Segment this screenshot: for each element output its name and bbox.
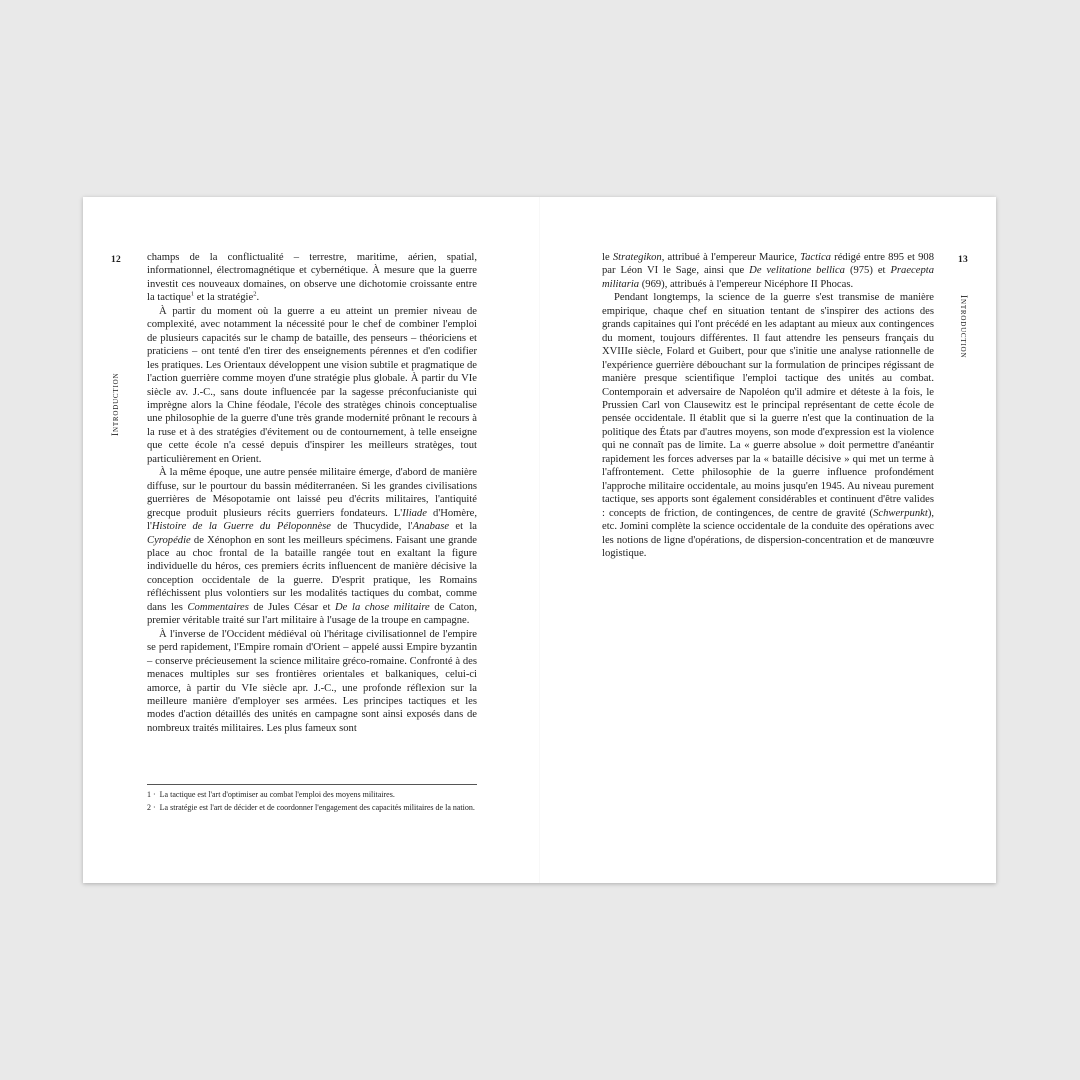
- paragraph: À l'inverse de l'Occident médiéval où l'héritage civilisationnel de l'empire se perd rapidement, l'Empire romain d'Orient – appelé aussi Empire byzantin – conserve précieusement la science militaire gréco-romaine. Confronté à des menaces multiples sur ses frontières orientales et balkaniques, celui-ci amorce, à partir du VIe siècle apr. J.-C., une profonde réflexion sur la meilleure manière d'employer ses armées. Les principes tactiques et les modes d'action détaillés des unités en campagne sont ainsi exposés dans de nombreux traités militaires. Les plus fameux sont: [147, 628, 477, 734]
- footnote-1: 1 · La tactique est l'art d'optimiser au combat l'emploi des moyens militaires.: [147, 790, 395, 799]
- paragraph: champs de la conflictualité – terrestre, maritime, aérien, spatial, informationnel, électromagnétique et cybernétique. À mesure que la guerre investit ces nouveaux domaines, on observe une dichotomie croissante entre la tactique$^1$ et la stratégie$^2$.: [147, 252, 477, 304]
- right-page: [540, 197, 996, 883]
- footnotes: [147, 789, 477, 815]
- paragraph: le Strategikon, attribué à l'empereur Maurice, Tactica rédigé entre 895 et 908 par Léon VI le Sage, ainsi que De velitatione bellica (975) et Praecepta militaria (969), attribués à l'empereur Nicéphore II Phocas.: [602, 252, 934, 290]
- running-head-left: Introduction: [111, 372, 121, 436]
- right-body-text: [602, 251, 934, 560]
- paragraph: Pendant longtemps, la science de la guerre s'est transmise de manière empirique, chaque chef en situation tentant de s'inspirer des actions des grands capitaines qui l'ont précédé en les adaptant au mieux aux contingences du moment, toujours différentes. Il faut attendre les penseurs français du XVIIIe siècle, Folard et Guibert, pour que s'initie une analyse rationnelle de l'expérience guerrière débouchant sur la formulation de principes régissant de manière presque scientifique l'emploi tactique des unités au combat. Contemporain et adversaire de Napoléon qu'il admire et déteste à la fois, le Prussien Carl von Clausewitz est le principal représentant de cette école de pensée occidentale. Il établit que si la guerre n'est que la continuation de la politique des États par d'autres moyens, son mode d'expression est la violence qui ne connaît pas de limite. La « guerre absolue » doit permettre d'anéantir rapidement les forces adverses par la « bataille décisive » qui met un terme à l'affrontement. Cette philosophie de la guerre influence profondément l'approche militaire occidentale, au moins jusqu'en 1945. Au niveau purement tactique, ses apports sont également considérables et continuent d'être valides : concepts de friction, de contingences, de centre de gravité (Schwerpunkt), etc. Jomini complète la science occidentale de la conduite des opérations avec les notions de ligne d'opérations, de dispersion-concentration et de manœuvre logistique.: [602, 292, 934, 559]
- left-body-text: [147, 251, 477, 735]
- paragraph: À partir du moment où la guerre a eu atteint un premier niveau de complexité, avec notamment la nécessité pour le chef de combiner l'emploi de plusieurs capacités sur le champ de bataille, des penseurs – théoriciens et praticiens – ont tenté d'en tirer des enseignements pérennes et d'en codifier les pratiques. Les Orientaux développent une vision subtile et pragmatique de l'action guerrière comme moyen d'une stratégie plus globale. À partir du VIe siècle av. J.-C., sans doute influencée par la sagesse préconfucianiste qui imprègne alors la Chine féodale, l'école des stratèges chinois conceptualise une philosophie de la guerre d'une très grande modernité prônant le recours à la ruse et à des stratégies d'évitement ou de contournement, à telle enseigne que cette école n'a cessé depuis d'inspirer les meilleurs stratèges, tout particulièrement en Orient.: [147, 305, 477, 465]
- footnote-separator: [147, 784, 477, 785]
- left-page: [83, 197, 539, 883]
- page-number-left: 12: [111, 255, 121, 265]
- paragraph: À la même époque, une autre pensée militaire émerge, d'abord de manière diffuse, sur le pourtour du bassin méditerranéen. Si les grandes civilisations guerrières de Mésopotamie ont laissé peu d'écrits militaires, l'antiquité grecque produit plusieurs récits guerriers fondateurs. L'Iliade d'Homère, l'Histoire de la Guerre du Péloponnèse de Thucydide, l'Anabase et la Cyropédie de Xénophon en sont les meilleurs spécimens. Faisant une grande place au choc frontal de la bataille rangée tout en exaltant la figure individuelle du héros, ces premiers écrits influencent de manière décisive la conception occidentale de la guerre. D'esprit pratique, les Romains réfléchissent plus volontiers sur les modalités tactiques du combat, comme dans les Commentaires de Jules César et De la chose militaire de Caton, premier véritable traité sur l'art militaire à l'usage de la troupe en campagne.: [147, 467, 478, 627]
- running-head-right: Introduction: [958, 295, 968, 359]
- page-number-right: 13: [958, 255, 968, 265]
- book-spread: [83, 197, 996, 883]
- footnote-2: 2 · La stratégie est l'art de décider et de coordonner l'engagement des capacités militaires de la nation.: [147, 803, 475, 812]
